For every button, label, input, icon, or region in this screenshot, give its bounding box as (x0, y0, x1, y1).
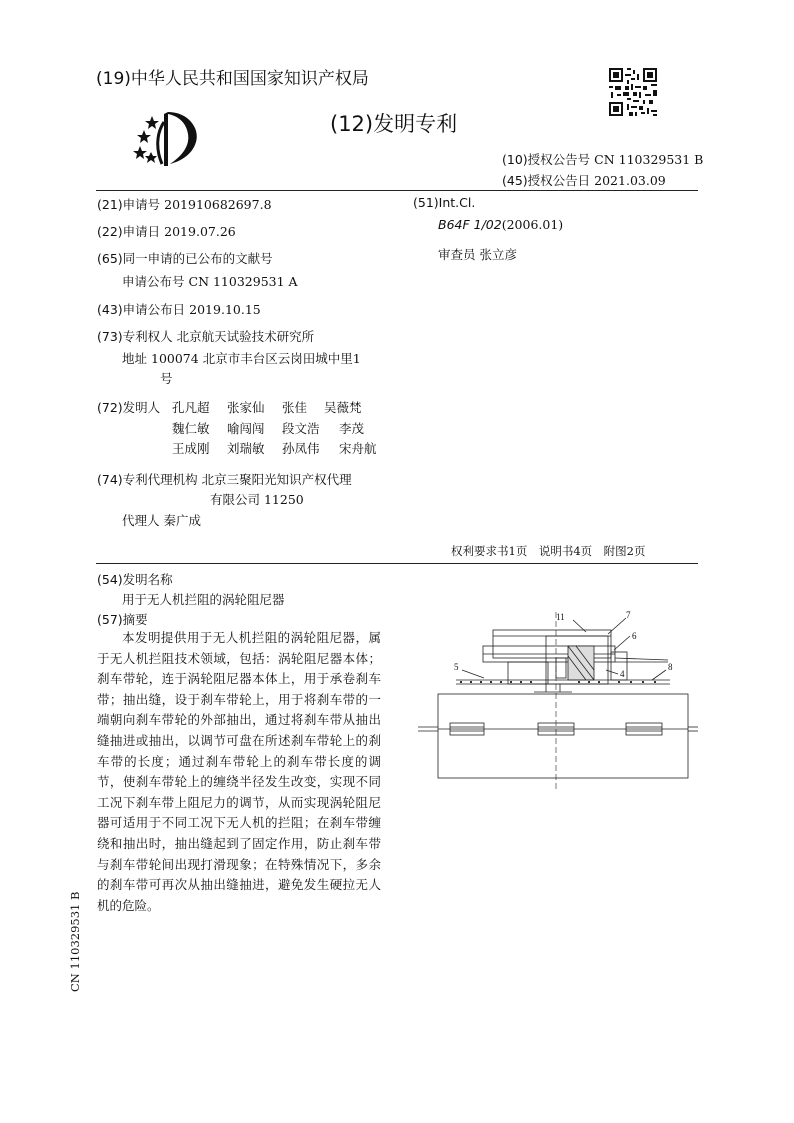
intcl-entry (438, 217, 563, 232)
inventor-name: 李茂 (339, 420, 365, 436)
owner-value: 北京航天试验技术研究所 (176, 329, 315, 344)
agency-label: (74)专利代理机构 (97, 472, 198, 487)
examiner-label: 审查员 (438, 247, 476, 262)
address-label: 地址 (122, 351, 148, 366)
grant-number-value: CN 110329531 B (594, 152, 704, 167)
inventor-name: 孔凡超 (172, 400, 210, 415)
side-text: CN 110329531 B (68, 891, 82, 992)
inventor-list (172, 398, 377, 460)
inventors-label: (72)发明人 (97, 400, 161, 415)
pub-number (122, 272, 298, 290)
app-number-label: (21)申请号 (97, 197, 161, 212)
page-counts: 权利要求书1页 说明书4页 附图2页 (451, 544, 646, 558)
patent-owner (97, 327, 314, 345)
abstract-heading (97, 610, 148, 628)
agency (97, 470, 352, 488)
invention-title: 用于无人机拦阻的涡轮阻尼器 (122, 592, 285, 607)
inventor-row (172, 439, 377, 460)
pub-date-value: 2019.10.15 (189, 302, 261, 317)
app-number-value: 201910682697.8 (164, 197, 272, 212)
figure-label: 5 (454, 662, 459, 672)
inventor-name: 孙凤伟 (282, 441, 320, 456)
inventor-name: 张佳 (282, 400, 308, 415)
app-number (97, 195, 272, 213)
grant-number (502, 150, 703, 168)
inventor-name: 刘瑞敏 (227, 441, 265, 456)
agency-line-2: 有限公司 11250 (210, 492, 304, 507)
inventor-row (172, 419, 377, 440)
agent-label: 代理人 (122, 513, 160, 528)
inventor-name: 张家仙 (227, 400, 265, 415)
patent-kind: (12)发明专利 (330, 112, 458, 136)
inventor-row (172, 398, 377, 419)
figure-label: 7 (626, 610, 631, 620)
pub-date (97, 300, 261, 318)
title-heading (97, 570, 173, 588)
inventor-name: 宋舟航 (339, 441, 377, 456)
abstract-figure (408, 606, 698, 796)
qr-code-icon (607, 66, 659, 118)
grant-number-label: (10)授权公告号 (502, 152, 591, 167)
inventor-name: 段文浩 (282, 420, 320, 436)
figure-label: 6 (632, 631, 637, 641)
pub-number-value: CN 110329531 A (188, 274, 298, 289)
office-name: (19)中华人民共和国国家知识产权局 (96, 69, 369, 89)
inventor-name: 喻闯闯 (227, 420, 265, 436)
agency-line-1: 北京三聚阳光知识产权代理 (201, 472, 352, 487)
address-line-2: 号 (160, 371, 173, 386)
prior-pub-label: (65)同一申请的已公布的文献号 (97, 251, 273, 266)
title-label: (54)发明名称 (97, 572, 173, 587)
address-line-1: 100074 北京市丰台区云岗田城中里1 (151, 351, 361, 366)
intcl-label: (51)Int.Cl. (413, 195, 476, 210)
inventors (97, 398, 160, 416)
owner-address (122, 349, 361, 367)
grant-date-value: 2021.03.09 (594, 173, 666, 188)
pub-date-label: (43)申请公布日 (97, 302, 186, 317)
figure-label: 11 (556, 612, 565, 622)
agent (122, 511, 201, 529)
inventor-name: 魏仁敏 (172, 420, 210, 436)
header-rule (96, 190, 698, 191)
intcl-year: (2006.01) (501, 217, 564, 232)
app-date-label: (22)申请日 (97, 224, 161, 239)
app-date (97, 222, 236, 240)
intcl-code: B64F 1/02 (438, 217, 502, 232)
pages-rule (96, 563, 698, 564)
cnipa-logo-icon (130, 108, 210, 168)
examiner (438, 245, 517, 263)
inventor-name: 吴薇梵 (324, 400, 362, 415)
grant-date (502, 171, 666, 189)
agent-value: 秦广成 (163, 513, 202, 528)
examiner-value: 张立彦 (479, 247, 518, 262)
figure-label: 8 (668, 662, 673, 672)
abstract-text: 本发明提供用于无人机拦阻的涡轮阻尼器，属于无人机拦阻技术领域，包括：涡轮阻尼器本体；刹车带轮，连于涡轮阻尼器本体上，用于承卷刹车带；抽出缝，设于刹车带轮上，用于将刹车带的一端朝向刹车带轮的外部抽出，通过将刹车带从抽出缝抽进或抽出，以调节可盘在所述刹车带轮上的刹车带的长度；通过刹车带轮上的刹车带长度的调节，使刹车带轮上的缠绕半径发生改变，实现不同工况下刹车带上阻尼力的调节，从而实现涡轮阻尼器可适用于不同工况下无人机的拦阻；在刹车带缠绕和抽出时，抽出缝起到了固定作用，防止刹车带与刹车带轮间出现打滑现象；在特殊情况下，多余的刹车带可再次从抽出缝抽进，避免发生硬拉无人机的危险。 (97, 630, 381, 913)
side-publication-number (64, 888, 94, 998)
app-date-value: 2019.07.26 (164, 224, 236, 239)
figure-label: 4 (620, 669, 625, 679)
prior-pub-heading (97, 249, 273, 267)
inventor-name: 王成刚 (172, 441, 210, 456)
pub-number-label: 申请公布号 (122, 274, 185, 289)
abstract-label: (57)摘要 (97, 612, 148, 627)
owner-label: (73)专利权人 (97, 329, 173, 344)
grant-date-label: (45)授权公告日 (502, 173, 591, 188)
intcl-heading (413, 195, 475, 210)
